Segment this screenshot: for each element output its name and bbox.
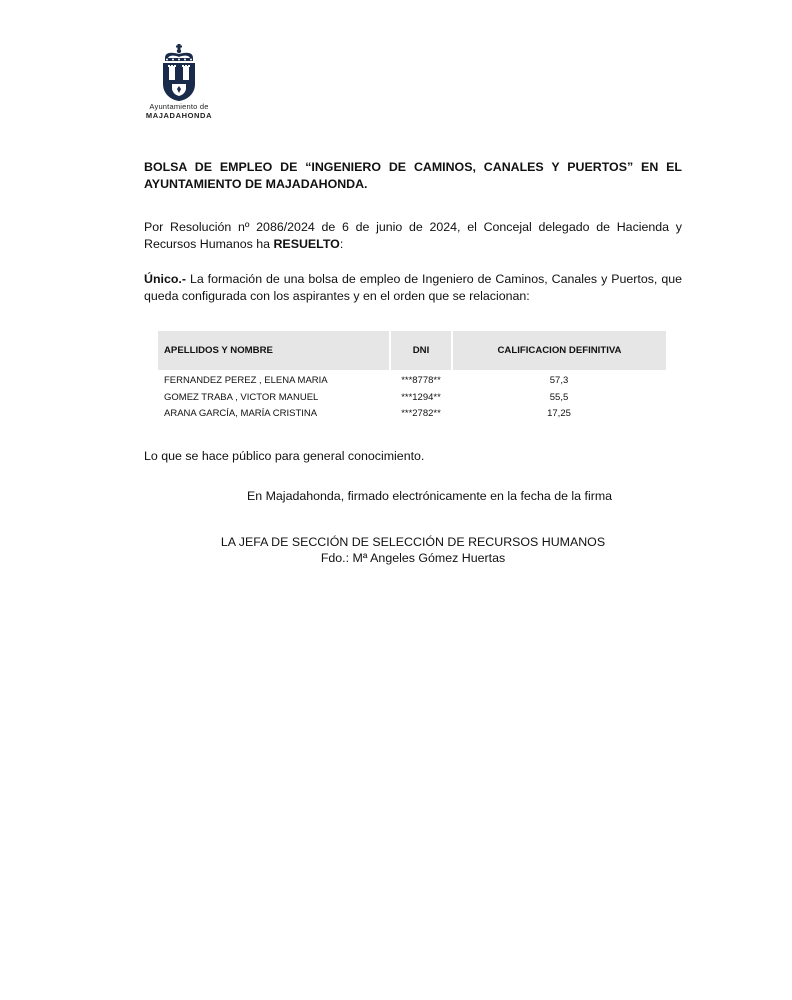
cell-name: GOMEZ TRABA , VICTOR MANUEL: [164, 391, 319, 403]
resolution-text: Por Resolución nº 2086/2024 de 6 de junio de 2024, el Concejal delegado de Hacienda y Recursos Humanos ha: [144, 220, 682, 251]
unico-text: La formación de una bolsa de empleo de Ingeniero de Caminos, Canales y Puertos, que queda configurada con los aspirantes y en el orden que se relacionan:: [144, 272, 682, 303]
table-header-row: [158, 331, 666, 370]
signature-role: LA JEFA DE SECCIÓN DE SELECCIÓN DE RECURSOS HUMANOS: [220, 535, 606, 549]
header-dni: DNI: [390, 331, 452, 370]
cell-dni: ***2782**: [401, 408, 441, 419]
cell-dni: ***8778**: [401, 375, 441, 386]
table-row: [158, 370, 666, 390]
resolution-emphasis: RESUELTO: [273, 237, 340, 251]
coat-of-arms-icon: [159, 44, 199, 102]
signed-at: En Majadahonda, firmado electrónicamente en la fecha de la firma: [247, 489, 613, 503]
document-title: BOLSA DE EMPLEO DE “INGENIERO DE CAMINOS, CANALES Y PUERTOS” EN EL AYUNTAMIENTO DE MAJADAHONDA.: [144, 160, 682, 191]
signature-block: [213, 534, 613, 566]
cell-score: 57,3: [549, 375, 569, 386]
table-row: [158, 390, 666, 407]
signature-name: Fdo.: Mª Angeles Gómez Huertas: [320, 551, 506, 565]
resolution-tail: :: [339, 237, 344, 251]
municipal-logo: [138, 44, 220, 120]
table-row: [158, 406, 666, 423]
header-score: CALIFICACION DEFINITIVA: [452, 331, 666, 370]
logo-line1: Ayuntamiento de: [149, 102, 209, 111]
cell-name: FERNANDEZ PEREZ , ELENA MARIA: [164, 375, 328, 386]
unico-label: Único.-: [144, 272, 186, 286]
resolution-paragraph: [144, 219, 682, 253]
cell-name: ARANA GARCÍA, MARÍA CRISTINA: [164, 408, 318, 419]
unico-paragraph: [144, 271, 682, 305]
header-name: APELLIDOS Y NOMBRE: [158, 331, 390, 370]
cell-score: 17,25: [547, 408, 571, 419]
cell-dni: ***1294**: [401, 391, 441, 403]
logo-line2: MAJADAHONDA: [145, 111, 213, 120]
cell-score: 55,5: [549, 391, 569, 403]
candidates-table: [158, 331, 666, 423]
public-notice: Lo que se hace público para general conocimiento.: [144, 449, 425, 463]
